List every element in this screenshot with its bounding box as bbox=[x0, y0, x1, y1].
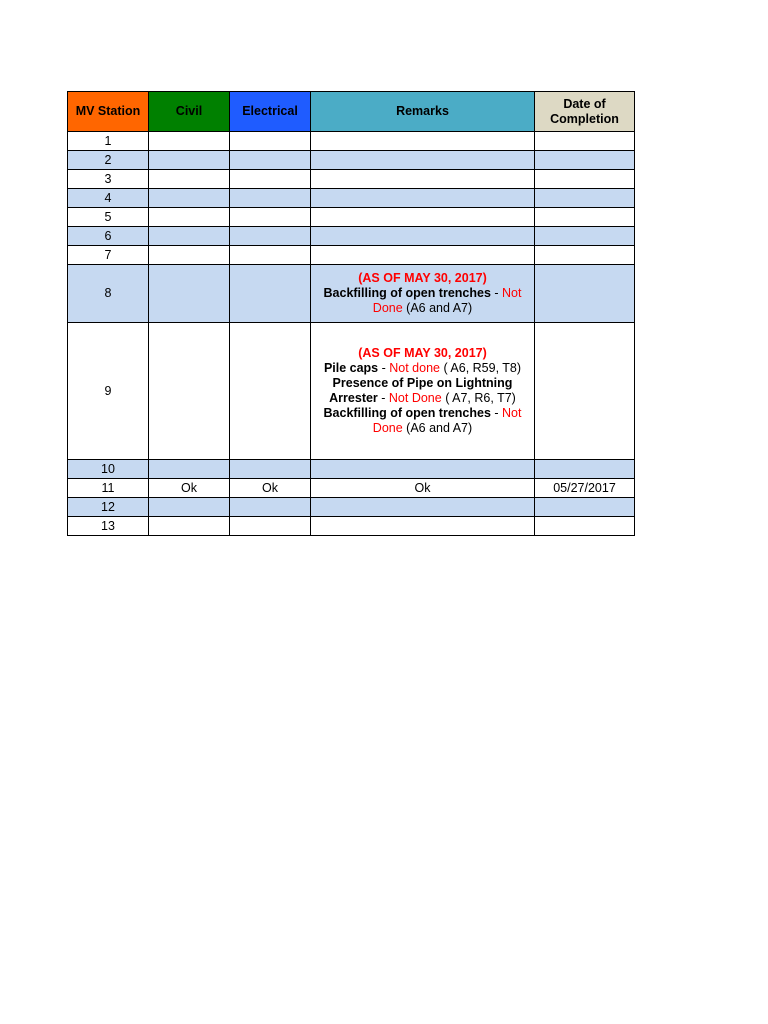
cell-remarks[interactable] bbox=[311, 227, 535, 246]
table-row bbox=[68, 208, 635, 227]
cell-date[interactable] bbox=[535, 151, 635, 170]
cell-civil[interactable] bbox=[149, 246, 230, 265]
cell-station[interactable]: 1 bbox=[68, 132, 149, 151]
completion-table bbox=[67, 91, 635, 536]
remarks-item bbox=[313, 361, 532, 376]
cell-date[interactable] bbox=[535, 265, 635, 323]
cell-station[interactable]: 2 bbox=[68, 151, 149, 170]
cell-station[interactable]: 3 bbox=[68, 170, 149, 189]
cell-station[interactable]: 5 bbox=[68, 208, 149, 227]
cell-civil[interactable] bbox=[149, 132, 230, 151]
remarks-as-of: (AS OF MAY 30, 2017) bbox=[358, 271, 487, 285]
header-civil: Civil bbox=[149, 92, 230, 132]
cell-date[interactable] bbox=[535, 323, 635, 460]
cell-electrical[interactable]: Ok bbox=[230, 479, 311, 498]
cell-remarks[interactable] bbox=[311, 517, 535, 536]
cell-remarks[interactable] bbox=[311, 208, 535, 227]
remarks-item-separator: - bbox=[378, 361, 390, 375]
cell-remarks[interactable] bbox=[311, 498, 535, 517]
cell-electrical[interactable] bbox=[230, 132, 311, 151]
cell-electrical[interactable] bbox=[230, 265, 311, 323]
table-body bbox=[68, 132, 635, 536]
cell-station[interactable]: 13 bbox=[68, 517, 149, 536]
remarks-item bbox=[313, 286, 532, 316]
remarks-item-status: Not Done bbox=[372, 286, 522, 315]
cell-electrical[interactable] bbox=[230, 208, 311, 227]
table-row bbox=[68, 517, 635, 536]
cell-electrical[interactable] bbox=[230, 498, 311, 517]
table-row bbox=[68, 265, 635, 323]
cell-date[interactable] bbox=[535, 189, 635, 208]
cell-electrical[interactable] bbox=[230, 151, 311, 170]
header-date-of-completion: Date of Completion bbox=[535, 92, 635, 132]
cell-civil[interactable] bbox=[149, 517, 230, 536]
cell-station[interactable]: 6 bbox=[68, 227, 149, 246]
cell-civil[interactable] bbox=[149, 323, 230, 460]
cell-civil[interactable] bbox=[149, 498, 230, 517]
table-row bbox=[68, 323, 635, 460]
cell-electrical[interactable] bbox=[230, 460, 311, 479]
remarks-item bbox=[313, 406, 532, 436]
remarks-item bbox=[313, 376, 532, 406]
cell-civil[interactable] bbox=[149, 151, 230, 170]
cell-station[interactable]: 11 bbox=[68, 479, 149, 498]
remarks-item-ref: ( A7, R6, T7) bbox=[441, 391, 516, 405]
cell-civil[interactable] bbox=[149, 189, 230, 208]
remarks-item-label: Backfilling of open trenches bbox=[323, 406, 491, 420]
cell-date[interactable] bbox=[535, 517, 635, 536]
cell-civil[interactable] bbox=[149, 208, 230, 227]
cell-date[interactable] bbox=[535, 246, 635, 265]
cell-electrical[interactable] bbox=[230, 246, 311, 265]
remarks-item-ref: (A6 and A7) bbox=[402, 421, 473, 435]
cell-station[interactable]: 10 bbox=[68, 460, 149, 479]
remarks-item-status: Not Done bbox=[372, 406, 522, 435]
cell-electrical[interactable] bbox=[230, 189, 311, 208]
cell-remarks[interactable] bbox=[311, 246, 535, 265]
table-row bbox=[68, 170, 635, 189]
remarks-item-status: Not Done bbox=[388, 391, 442, 405]
table-row bbox=[68, 479, 635, 498]
cell-remarks[interactable] bbox=[311, 265, 535, 323]
table-row bbox=[68, 246, 635, 265]
header-electrical: Electrical bbox=[230, 92, 311, 132]
cell-electrical[interactable] bbox=[230, 323, 311, 460]
remarks-item-separator: - bbox=[377, 391, 389, 405]
table-row bbox=[68, 132, 635, 151]
remarks-item-label: Pile caps bbox=[323, 361, 379, 375]
table-row bbox=[68, 151, 635, 170]
header-remarks: Remarks bbox=[311, 92, 535, 132]
remarks-as-of: (AS OF MAY 30, 2017) bbox=[358, 346, 487, 360]
cell-remarks[interactable]: Ok bbox=[311, 479, 535, 498]
table-row bbox=[68, 227, 635, 246]
cell-remarks[interactable] bbox=[311, 170, 535, 189]
cell-electrical[interactable] bbox=[230, 517, 311, 536]
cell-remarks[interactable] bbox=[311, 151, 535, 170]
cell-civil[interactable]: Ok bbox=[149, 479, 230, 498]
cell-remarks[interactable] bbox=[311, 189, 535, 208]
cell-remarks[interactable] bbox=[311, 132, 535, 151]
cell-civil[interactable] bbox=[149, 170, 230, 189]
cell-civil[interactable] bbox=[149, 227, 230, 246]
cell-date[interactable] bbox=[535, 208, 635, 227]
table-row bbox=[68, 189, 635, 208]
remarks-item-separator: - bbox=[490, 286, 503, 300]
table-row bbox=[68, 460, 635, 479]
cell-remarks[interactable] bbox=[311, 323, 535, 460]
cell-date[interactable] bbox=[535, 132, 635, 151]
cell-civil[interactable] bbox=[149, 460, 230, 479]
cell-electrical[interactable] bbox=[230, 227, 311, 246]
cell-electrical[interactable] bbox=[230, 170, 311, 189]
cell-date[interactable]: 05/27/2017 bbox=[535, 479, 635, 498]
cell-station[interactable]: 7 bbox=[68, 246, 149, 265]
cell-date[interactable] bbox=[535, 498, 635, 517]
table-row bbox=[68, 498, 635, 517]
header-mv-station: MV Station bbox=[68, 92, 149, 132]
cell-station[interactable]: 9 bbox=[68, 323, 149, 460]
cell-station[interactable]: 12 bbox=[68, 498, 149, 517]
cell-date[interactable] bbox=[535, 460, 635, 479]
remarks-item-ref: (A6 and A7) bbox=[402, 301, 473, 315]
remarks-item-ref: ( A6, R59, T8) bbox=[439, 361, 522, 375]
cell-remarks[interactable] bbox=[311, 460, 535, 479]
remarks-item-label: Backfilling of open trenches bbox=[323, 286, 491, 300]
cell-station[interactable]: 4 bbox=[68, 189, 149, 208]
cell-station[interactable]: 8 bbox=[68, 265, 149, 323]
remarks-item-label: Presence of Pipe on Lightning Arrester bbox=[329, 376, 513, 405]
remarks-item-status: Not done bbox=[389, 361, 440, 375]
cell-civil[interactable] bbox=[149, 265, 230, 323]
header-row bbox=[68, 92, 635, 132]
remarks-item-separator: - bbox=[490, 406, 503, 420]
cell-date[interactable] bbox=[535, 227, 635, 246]
cell-date[interactable] bbox=[535, 170, 635, 189]
